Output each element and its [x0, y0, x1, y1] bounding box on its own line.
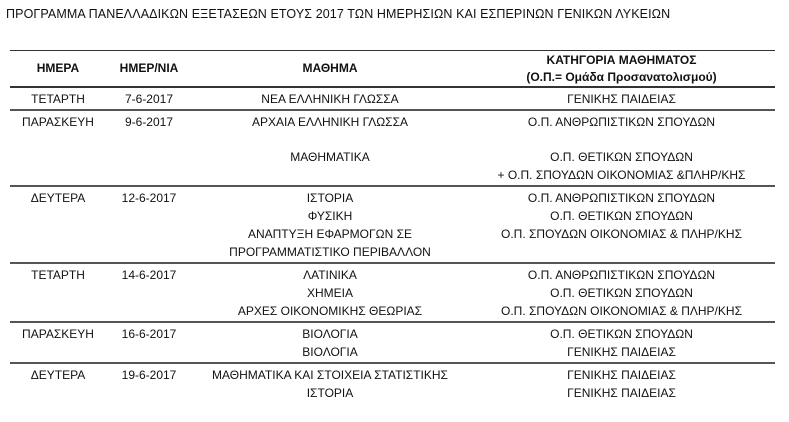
course-line: ΑΡΧΕΣ ΟΙΚΟΝΟΜΙΚΗΣ ΘΕΩΡΙΑΣ [237, 304, 423, 318]
category-cell [468, 189, 775, 261]
date-cell: 14-6-2017 [121, 268, 177, 282]
day-cell: ΔΕΥΤΕΡΑ [30, 191, 86, 205]
course-line: ΠΡΟΓΡΑΜΜΑΤΙΣΤΙΚΟ ΠΕΡΙΒΑΛΛΟΝ [229, 245, 431, 259]
date-cell: 19-6-2017 [121, 368, 177, 382]
category-line: Ο.Π. ΑΝΘΡΩΠΙΣΤΙΚΩΝ ΣΠΟΥΔΩΝ [527, 268, 716, 282]
header-category-note: (Ο.Π.= Ομάδα Προσανατολισμού) [526, 69, 717, 84]
header-course: ΜΑΘΗΜΑ [302, 61, 358, 75]
course-line: ΜΑΘΗΜΑΤΙΚΑ ΚΑΙ ΣΤΟΙΧΕΙΑ ΣΤΑΤΙΣΤΙΚΗΣ [212, 368, 448, 382]
category-line: ΓΕΝΙΚΗΣ ΠΑΙΔΕΙΑΣ [567, 368, 676, 382]
course-cell [192, 189, 468, 261]
course-line: ΑΡΧΑΙΑ ΕΛΛΗΝΙΚΗ ΓΛΩΣΣΑ [251, 115, 409, 129]
category-line: Ο.Π. ΘΕΤΙΚΩΝ ΣΠΟΥΔΩΝ [550, 209, 693, 223]
category-cell [468, 90, 775, 108]
category-cell [468, 325, 775, 361]
header-date: ΗΜΕΡ/ΝΙΑ [119, 61, 179, 75]
category-line: Ο.Π. ΘΕΤΙΚΩΝ ΣΠΟΥΔΩΝ [550, 286, 693, 300]
date-cell: 7-6-2017 [124, 92, 174, 106]
header-day: ΗΜΕΡΑ [36, 61, 80, 75]
category-line: Ο.Π. ΣΠΟΥΔΩΝ ΟΙΚΟΝΟΜΙΑΣ & ΠΛΗΡ/ΚΗΣ [501, 304, 742, 318]
header-category-title: ΚΑΤΗΓΟΡΙΑ ΜΑΘΗΜΑΤΟΣ [546, 52, 697, 67]
category-line: ΓΕΝΙΚΗΣ ΠΑΙΔΕΙΑΣ [567, 345, 676, 359]
day-cell: ΔΕΥΤΕΡΑ [30, 368, 86, 382]
course-cell [192, 113, 468, 184]
table-row [10, 323, 775, 364]
category-line: Ο.Π. ΘΕΤΙΚΩΝ ΣΠΟΥΔΩΝ [550, 150, 693, 164]
day-cell: ΠΑΡΑΣΚΕΥΗ [22, 115, 94, 129]
course-line: ΝΕΑ ΕΛΛΗΝΙΚΗ ΓΛΩΣΣΑ [261, 92, 399, 106]
day-cell: ΤΕΤΑΡΤΗ [31, 268, 85, 282]
course-cell [192, 366, 468, 402]
day-cell: ΤΕΤΑΡΤΗ [31, 92, 85, 106]
category-line: Ο.Π. ΣΠΟΥΔΩΝ ΟΙΚΟΝΟΜΙΑΣ & ΠΛΗΡ/ΚΗΣ [501, 227, 742, 241]
course-line: ΧΗΜΕΙΑ [306, 286, 353, 300]
course-line: ΙΣΤΟΡΙΑ [306, 386, 354, 400]
course-cell [192, 90, 468, 108]
date-cell: 16-6-2017 [121, 327, 177, 341]
course-line: ΒΙΟΛΟΓΙΑ [302, 345, 358, 359]
table-header [10, 50, 775, 88]
table-row [10, 88, 775, 111]
exam-schedule-table [10, 50, 775, 403]
category-line: Ο.Π. ΘΕΤΙΚΩΝ ΣΠΟΥΔΩΝ [550, 327, 693, 341]
course-line: ΦΥΣΙΚΗ [307, 209, 353, 223]
course-cell [192, 266, 468, 320]
course-line: ΙΣΤΟΡΙΑ [306, 191, 354, 205]
table-row [10, 111, 775, 187]
date-cell: 12-6-2017 [121, 191, 177, 205]
table-row [10, 187, 775, 264]
day-cell: ΠΑΡΑΣΚΕΥΗ [22, 327, 94, 341]
course-line: ΒΙΟΛΟΓΙΑ [302, 327, 358, 341]
category-line: Ο.Π. ΑΝΘΡΩΠΙΣΤΙΚΩΝ ΣΠΟΥΔΩΝ [527, 191, 716, 205]
category-line: + Ο.Π. ΣΠΟΥΔΩΝ ΟΙΚΟΝΟΜΙΑΣ &ΠΛΗΡ/ΚΗΣ [497, 168, 746, 182]
table-row [10, 264, 775, 323]
category-cell [468, 366, 775, 402]
page-title: ΠΡΟΓΡΑΜΜΑ ΠΑΝΕΛΛΑΔΙΚΩΝ ΕΞΕΤΑΣΕΩΝ ΕΤΟΥΣ 2017 ΤΩΝ ΗΜΕΡΗΣΙΩΝ ΚΑΙ ΕΣΠΕΡΙΝΩΝ ΓΕΝΙΚΩΝ ΛΥΚΕΙΩΝ [6, 7, 671, 21]
header-category [468, 51, 775, 86]
table-row [10, 364, 775, 403]
course-cell [192, 325, 468, 361]
course-line: ΑΝΑΠΤΥΞΗ ΕΦΑΡΜΟΓΩΝ ΣΕ [247, 227, 413, 241]
date-cell: 9-6-2017 [124, 115, 174, 129]
category-line: ΓΕΝΙΚΗΣ ΠΑΙΔΕΙΑΣ [567, 92, 676, 106]
course-line: ΜΑΘΗΜΑΤΙΚΑ [290, 150, 370, 164]
category-line: Ο.Π. ΑΝΘΡΩΠΙΣΤΙΚΩΝ ΣΠΟΥΔΩΝ [527, 115, 716, 129]
course-line: ΛΑΤΙΝΙΚΑ [303, 268, 357, 282]
category-cell [468, 266, 775, 320]
category-line: ΓΕΝΙΚΗΣ ΠΑΙΔΕΙΑΣ [567, 386, 676, 400]
category-cell [468, 113, 775, 184]
